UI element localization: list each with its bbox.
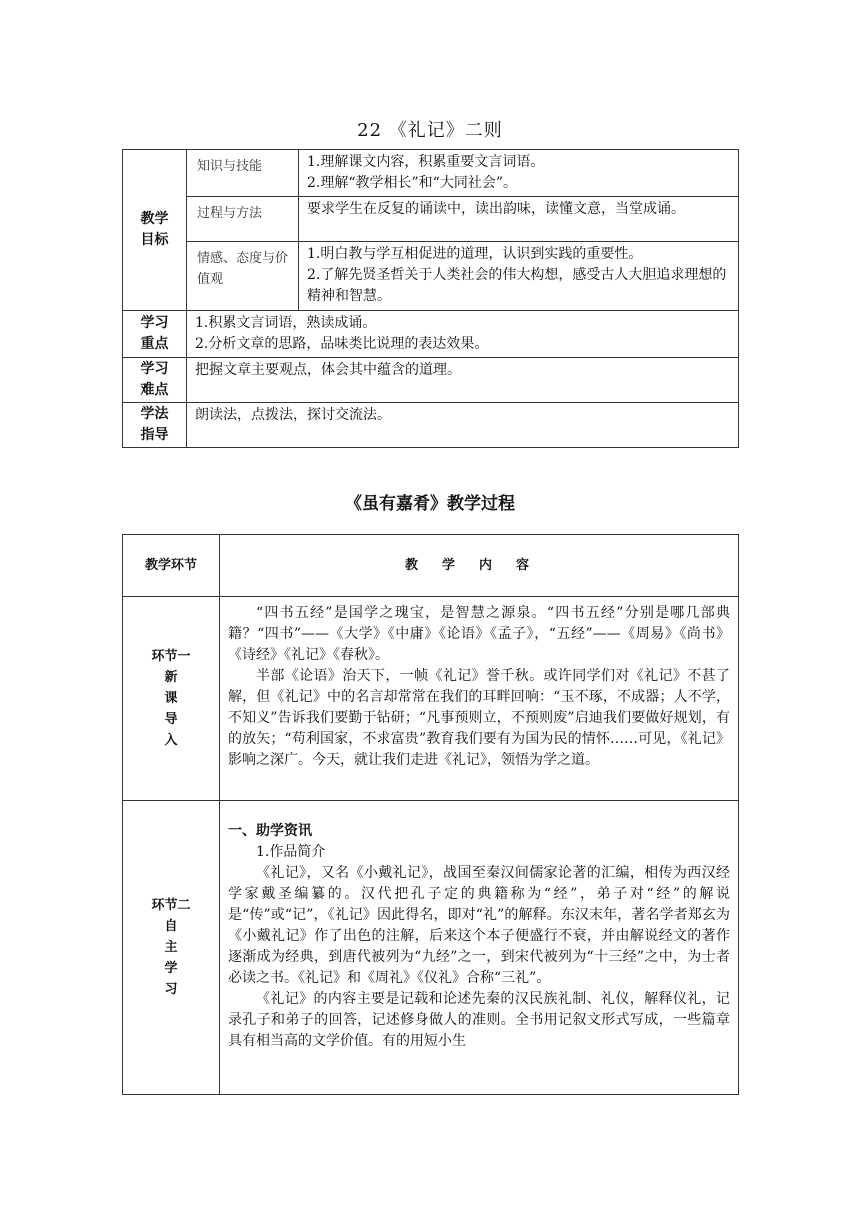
paragraph: 《礼记》的内容主要是记载和论述先秦的汉民族礼制、礼仪，解释仪礼，记录孔子和弟子的回答，记述修身做人的准则。全书用记叙文形式写成，一些篇章具有相当高的文学价值。有的用短小生 <box>228 991 730 1049</box>
section-title: 《虽有嘉肴》教学过程 <box>345 494 515 514</box>
stage1-label: 环节一 新 课 导 入 <box>123 597 220 801</box>
paragraph: “四书五经”是国学之瑰宝，是智慧之源泉。“四书五经”分别是哪几部典籍？“四书”——《大学》《中庸》《论语》《孟子》，“五经”——《周易》《尚书》《诗经》《礼记》《春秋》。 <box>228 605 730 663</box>
stage2-content <box>220 801 739 1095</box>
category-knowledge: 知识与技能 <box>187 150 299 197</box>
objectives-table <box>122 149 739 448</box>
process-table <box>122 534 739 1095</box>
stage-column-header: 教学环节 <box>123 535 220 597</box>
objective-knowledge: 1.理解课文内容，积累重要文言词语。 2.理解“教学相长”和“大同社会”。 <box>299 150 739 197</box>
methods-header: 学法 指导 <box>123 403 187 448</box>
key-points-header: 学习 重点 <box>123 311 187 358</box>
category-process: 过程与方法 <box>187 197 299 242</box>
key-points: 1.积累文言词语，熟读成诵。 2.分析文章的思路，品味类比说理的表达效果。 <box>187 311 739 358</box>
subheading: 1.作品简介 <box>256 844 326 860</box>
page-title: 22 《礼记》二则 <box>357 120 503 141</box>
methods: 朗读法，点拨法，探讨交流法。 <box>187 403 739 448</box>
paragraph: 半部《论语》治天下，一帧《礼记》誉千秋。或许同学们对《礼记》不甚了解，但《礼记》中的名言却常常在我们的耳畔回响：“玉不琢，不成器；人不学，不知义”告诉我们要勤于钻研；“凡事预则立，不预则废”启迪我们要做好规划，有的放矢；“苟利国家，不求富贵”教育我们要有为国为民的情怀……可见，《礼记》影响之深广。今天，就让我们走进《礼记》，领悟为学之道。 <box>228 668 730 768</box>
objective-process: 要求学生在反复的诵读中，读出韵味，读懂文意，当堂成诵。 <box>299 197 739 242</box>
objective-emotion: 1.明白教与学互相促进的道理，认识到实践的重要性。 2.了解先贤圣哲关于人类社会的伟大构想，感受古人大胆追求理想的精神和智慧。 <box>299 242 739 311</box>
content-column-header: 教学内容 <box>220 535 739 597</box>
stage2-label: 环节二 自 主 学 习 <box>123 801 220 1095</box>
paragraph: 《礼记》，又名《小戴礼记》，战国至秦汉间儒家论著的汇编，相传为西汉经学家戴圣编纂的。汉代把孔子定的典籍称为“经”，弟子对“经”的解说是“传”或“记”，《礼记》因此得名，即对“礼”的解释。东汉末年，著名学者郑玄为《小戴礼记》作了出色的注解，后来这个本子便盛行不衰，并由解说经文的著作逐渐成为经典，到唐代被列为“九经”之一，到宋代被列为“十三经”之中，为士者必读之书。《礼记》和《周礼》《仪礼》合称“三礼”。 <box>228 865 730 986</box>
stage1-content <box>220 597 739 801</box>
difficulties: 把握文章主要观点，体会其中蕴含的道理。 <box>187 358 739 403</box>
section-heading: 一、助学资讯 <box>228 823 312 839</box>
difficulties-header: 学习 难点 <box>123 358 187 403</box>
category-emotion: 情感、态度与价值观 <box>187 242 299 311</box>
objectives-header: 教学 目标 <box>123 150 187 311</box>
